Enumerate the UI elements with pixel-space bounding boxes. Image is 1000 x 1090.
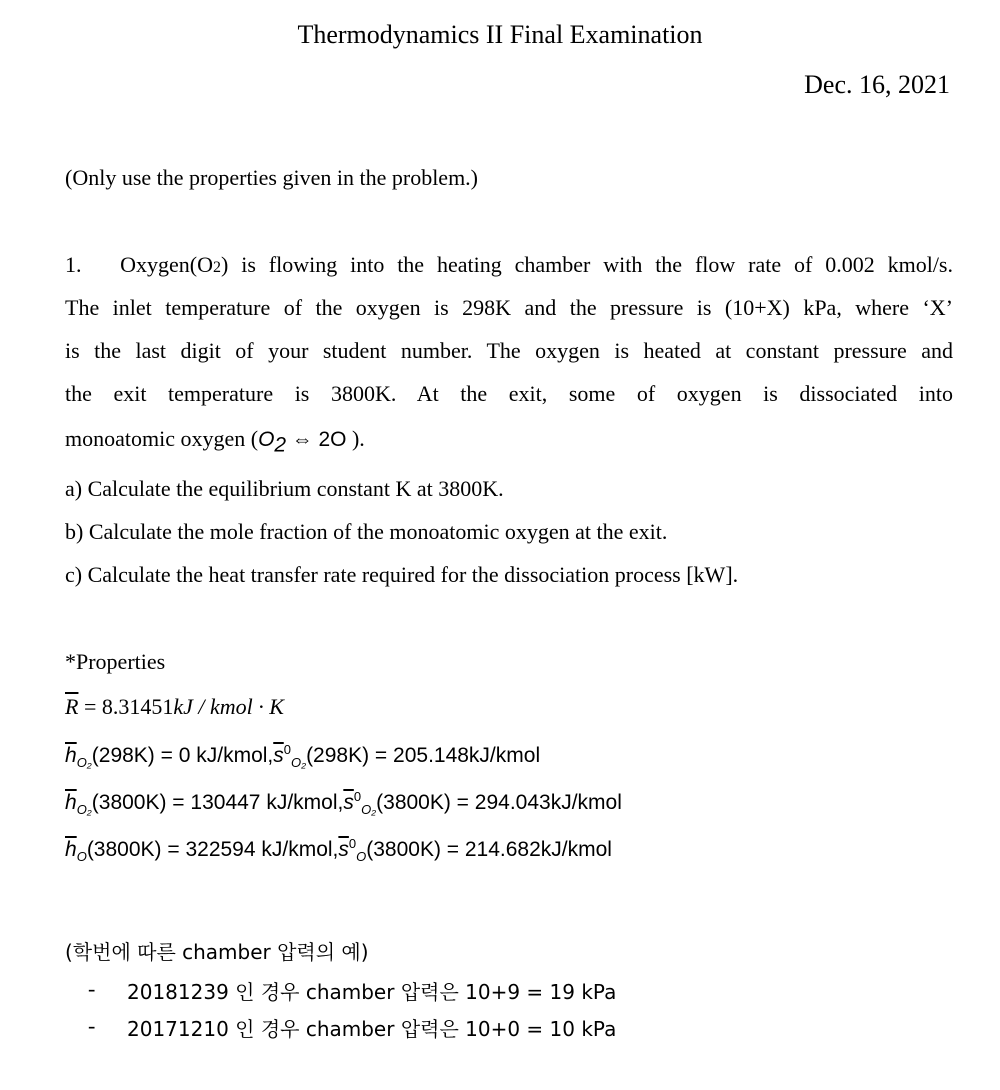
example-item [127,976,616,1005]
s-value: (3800K) = 214.682kJ/kmol [366,838,612,861]
example-item-text: 20171210 인 경우 chamber 압력은 10+0 = 10 kPa [127,1017,617,1041]
h-value: (3800K) = 130447 kJ/kmol, [91,791,344,814]
s-subscript: O₂ [290,755,307,771]
properties-heading: *Properties [65,649,166,674]
problem-line-5-suffix: ). [351,426,365,451]
problem-line-3: is the last digit of your student number. The oxygen is heated at constant pressure and [65,338,953,363]
property-row-3 [65,836,953,864]
problem-line-1b: ) is flowing into the heating chamber with the flow rate of 0.002 kmol/s. [221,252,953,277]
s-value: (3800K) = 294.043kJ/kmol [376,791,622,814]
s-bar-symbol: $\overline{s}$ [343,791,354,814]
h-bar-symbol: $\overline{h}$ [65,838,77,861]
reaction-reactant: O [258,428,275,451]
problem-line-1a: Oxygen(O [120,252,214,277]
question-a: a) Calculate the equilibrium constant K at 3800K. [65,476,504,501]
h-subscript: O₂ [76,802,92,818]
problem-line-4: the exit temperature is 3800K. At the exit, some of oxygen is dissociated into [65,381,953,406]
problem-line-1 [65,252,953,278]
example-item-text: 20181239 인 경우 chamber 압력은 10+9 = 19 kPa [127,980,617,1004]
reaction-reactant-sub: 2 [274,433,287,457]
s-bar-symbol: $\overline{s}$ [338,838,349,861]
reaction-product: ⇔ 2O [291,428,347,451]
s-bar-symbol: $\overline{s}$ [273,744,284,767]
s-superscript: 0 [348,836,357,851]
example-bullet: - [88,976,96,1001]
r-bar-symbol: $\overline{R}$ [65,694,79,719]
h-value: (298K) = 0 kJ/kmol, [91,744,274,767]
example-item [127,1013,616,1042]
property-row-2 [65,789,953,817]
s-subscript: O [356,849,367,865]
problem-number: 1. [65,252,82,277]
r-value: = 8.31451 [83,694,174,719]
s-value: (298K) = 205.148kJ/kmol [306,744,541,767]
exam-title: Thermodynamics II Final Examination [297,20,703,49]
question-c: c) Calculate the heat transfer rate required for the dissociation process [kW]. [65,562,739,587]
h-subscript: O₂ [76,755,92,771]
s-superscript: 0 [353,789,362,804]
exam-date: Dec. 16, 2021 [804,70,950,99]
s-superscript: 0 [283,742,291,757]
problem-line-2: The inlet temperature of the oxygen is 298K and the pressure is (10+X) kPa, where ‘X’ [65,295,953,320]
h-bar-symbol: $\overline{h}$ [65,791,77,814]
problem-line-1-sub: 2 [213,259,222,276]
problem-line-5-prefix: monoatomic oxygen ( [65,426,259,451]
example-heading [65,936,953,965]
instruction-note: (Only use the properties given in the problem.) [65,165,479,190]
example-bullet: - [88,1013,96,1038]
question-b: b) Calculate the mole fraction of the monoatomic oxygen at the exit. [65,519,668,544]
h-value: (3800K) = 322594 kJ/kmol, [86,838,339,861]
example-heading-text: (학번에 따른 chamber 압력의 예) [65,940,369,964]
r-units: kJ / kmol · K [173,694,284,719]
h-bar-symbol: $\overline{h}$ [65,744,77,767]
s-subscript: O₂ [361,802,377,818]
gas-constant-line [65,694,953,720]
problem-line-5 [65,426,953,457]
h-subscript: O [76,849,87,865]
property-row-1 [65,742,953,770]
